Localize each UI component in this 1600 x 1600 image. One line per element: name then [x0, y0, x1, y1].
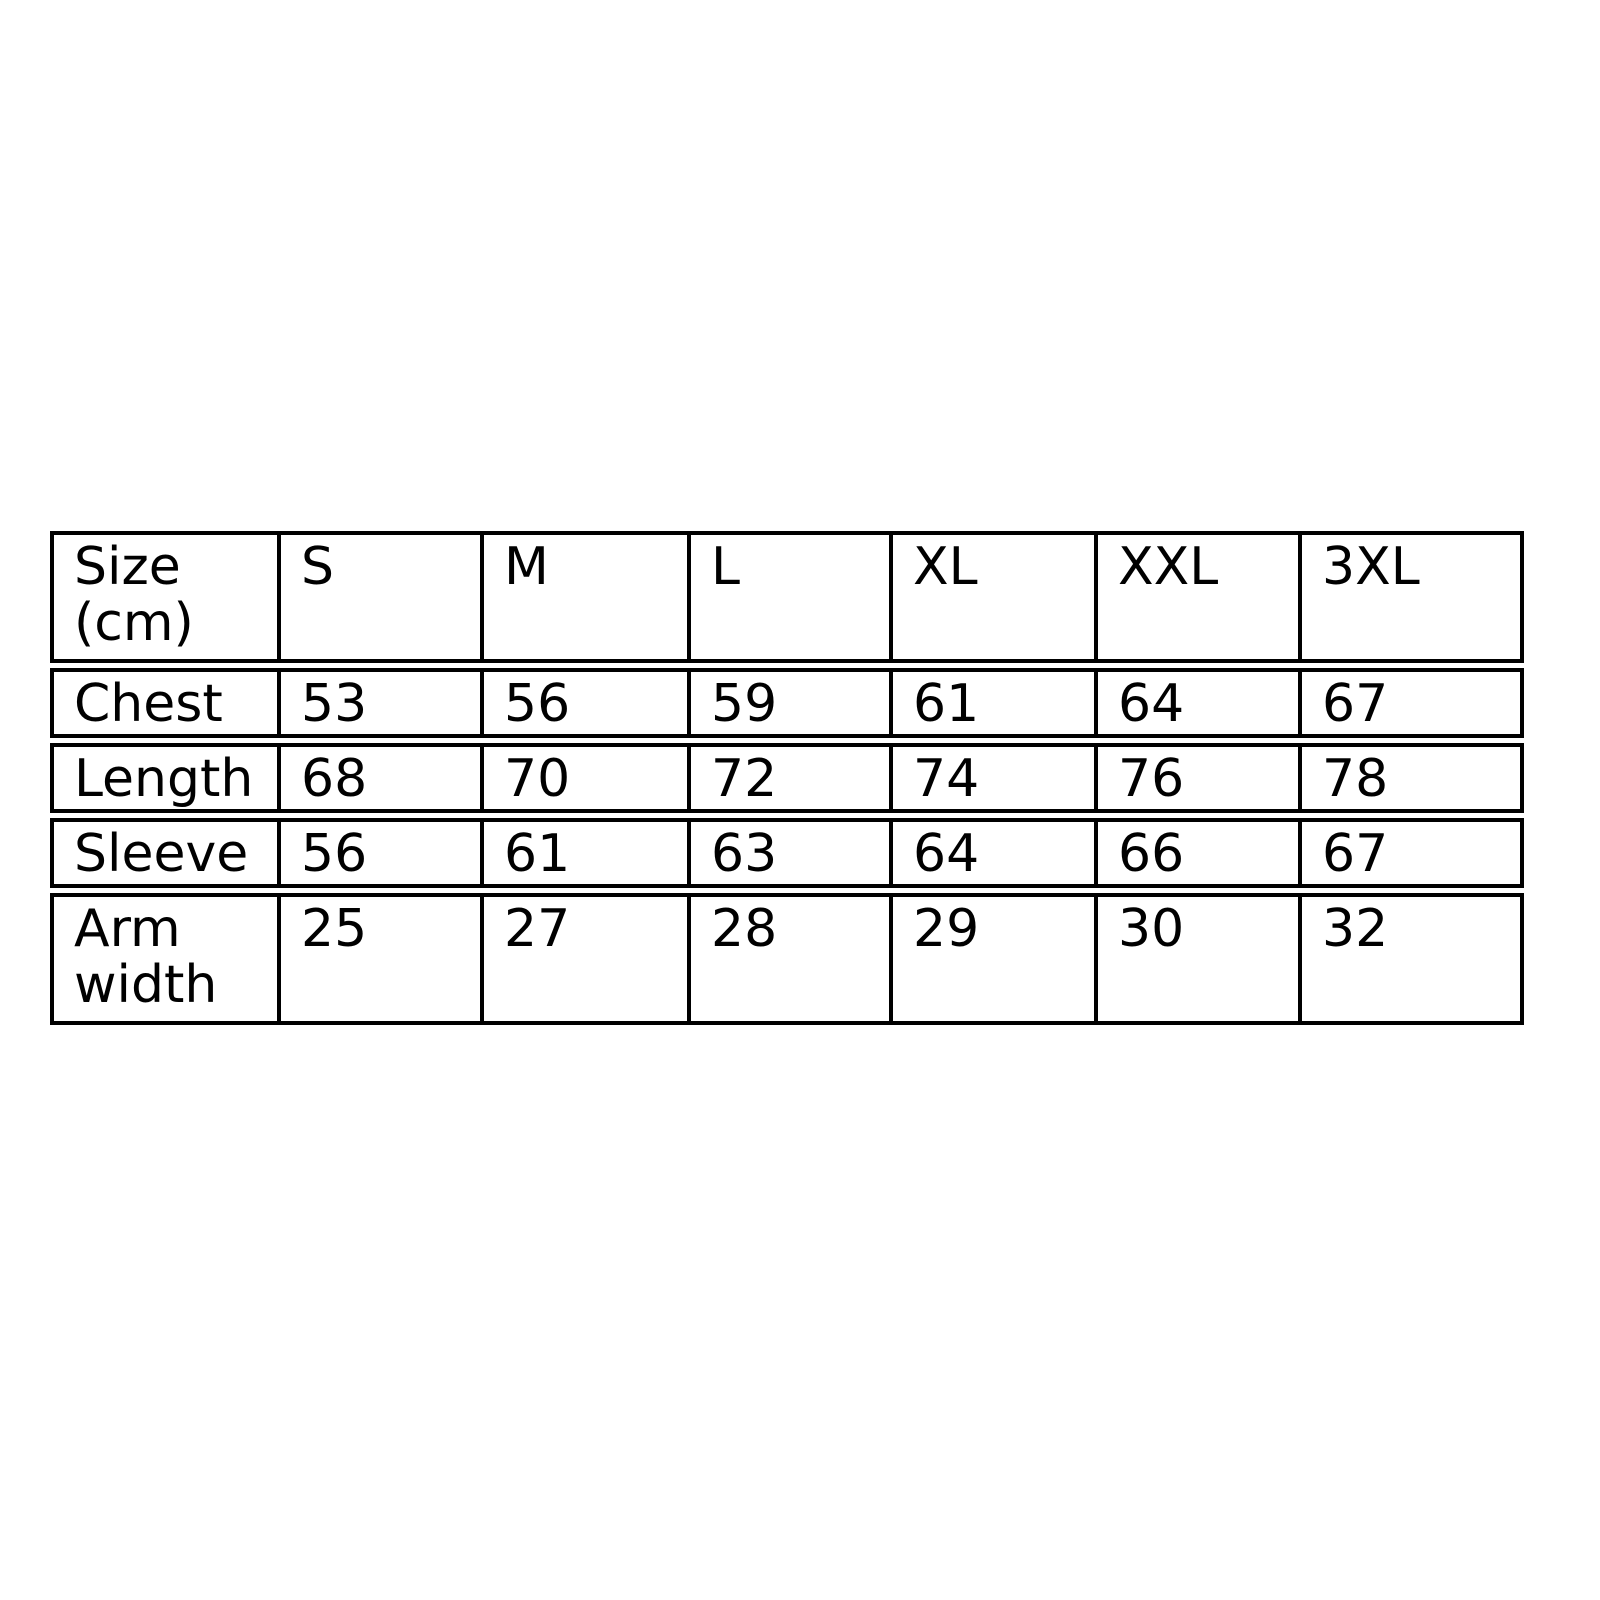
value-cell: 67 [1302, 668, 1524, 738]
value-cell: 72 [691, 743, 893, 813]
value-cell: 61 [893, 668, 1098, 738]
value-cell: 64 [893, 818, 1098, 888]
size-chart-table [50, 526, 1524, 1030]
header-cell-xxl: XXL [1098, 531, 1302, 663]
header-cell-s: S [281, 531, 484, 663]
value-cell: 61 [484, 818, 691, 888]
value-cell: 76 [1098, 743, 1302, 813]
value-cell: 63 [691, 818, 893, 888]
row-label-chest: Chest [50, 668, 281, 738]
table-row-sleeve [50, 818, 1524, 888]
header-row [50, 531, 1524, 663]
value-cell: 32 [1302, 893, 1524, 1025]
value-cell: 29 [893, 893, 1098, 1025]
value-cell: 25 [281, 893, 484, 1025]
value-cell: 67 [1302, 818, 1524, 888]
row-label-arm-width: Arm width [50, 893, 281, 1025]
value-cell: 64 [1098, 668, 1302, 738]
row-label-sleeve: Sleeve [50, 818, 281, 888]
value-cell: 68 [281, 743, 484, 813]
table-row-chest [50, 668, 1524, 738]
value-cell: 70 [484, 743, 691, 813]
header-cell-l: L [691, 531, 893, 663]
table-row-arm-width [50, 893, 1524, 1025]
header-cell-size-cm: Size (cm) [50, 531, 281, 663]
value-cell: 28 [691, 893, 893, 1025]
row-label-length: Length [50, 743, 281, 813]
value-cell: 30 [1098, 893, 1302, 1025]
value-cell: 74 [893, 743, 1098, 813]
value-cell: 78 [1302, 743, 1524, 813]
value-cell: 66 [1098, 818, 1302, 888]
value-cell: 59 [691, 668, 893, 738]
value-cell: 53 [281, 668, 484, 738]
header-cell-m: M [484, 531, 691, 663]
value-cell: 56 [281, 818, 484, 888]
header-cell-3xl: 3XL [1302, 531, 1524, 663]
value-cell: 56 [484, 668, 691, 738]
value-cell: 27 [484, 893, 691, 1025]
table-row-length [50, 743, 1524, 813]
header-cell-xl: XL [893, 531, 1098, 663]
